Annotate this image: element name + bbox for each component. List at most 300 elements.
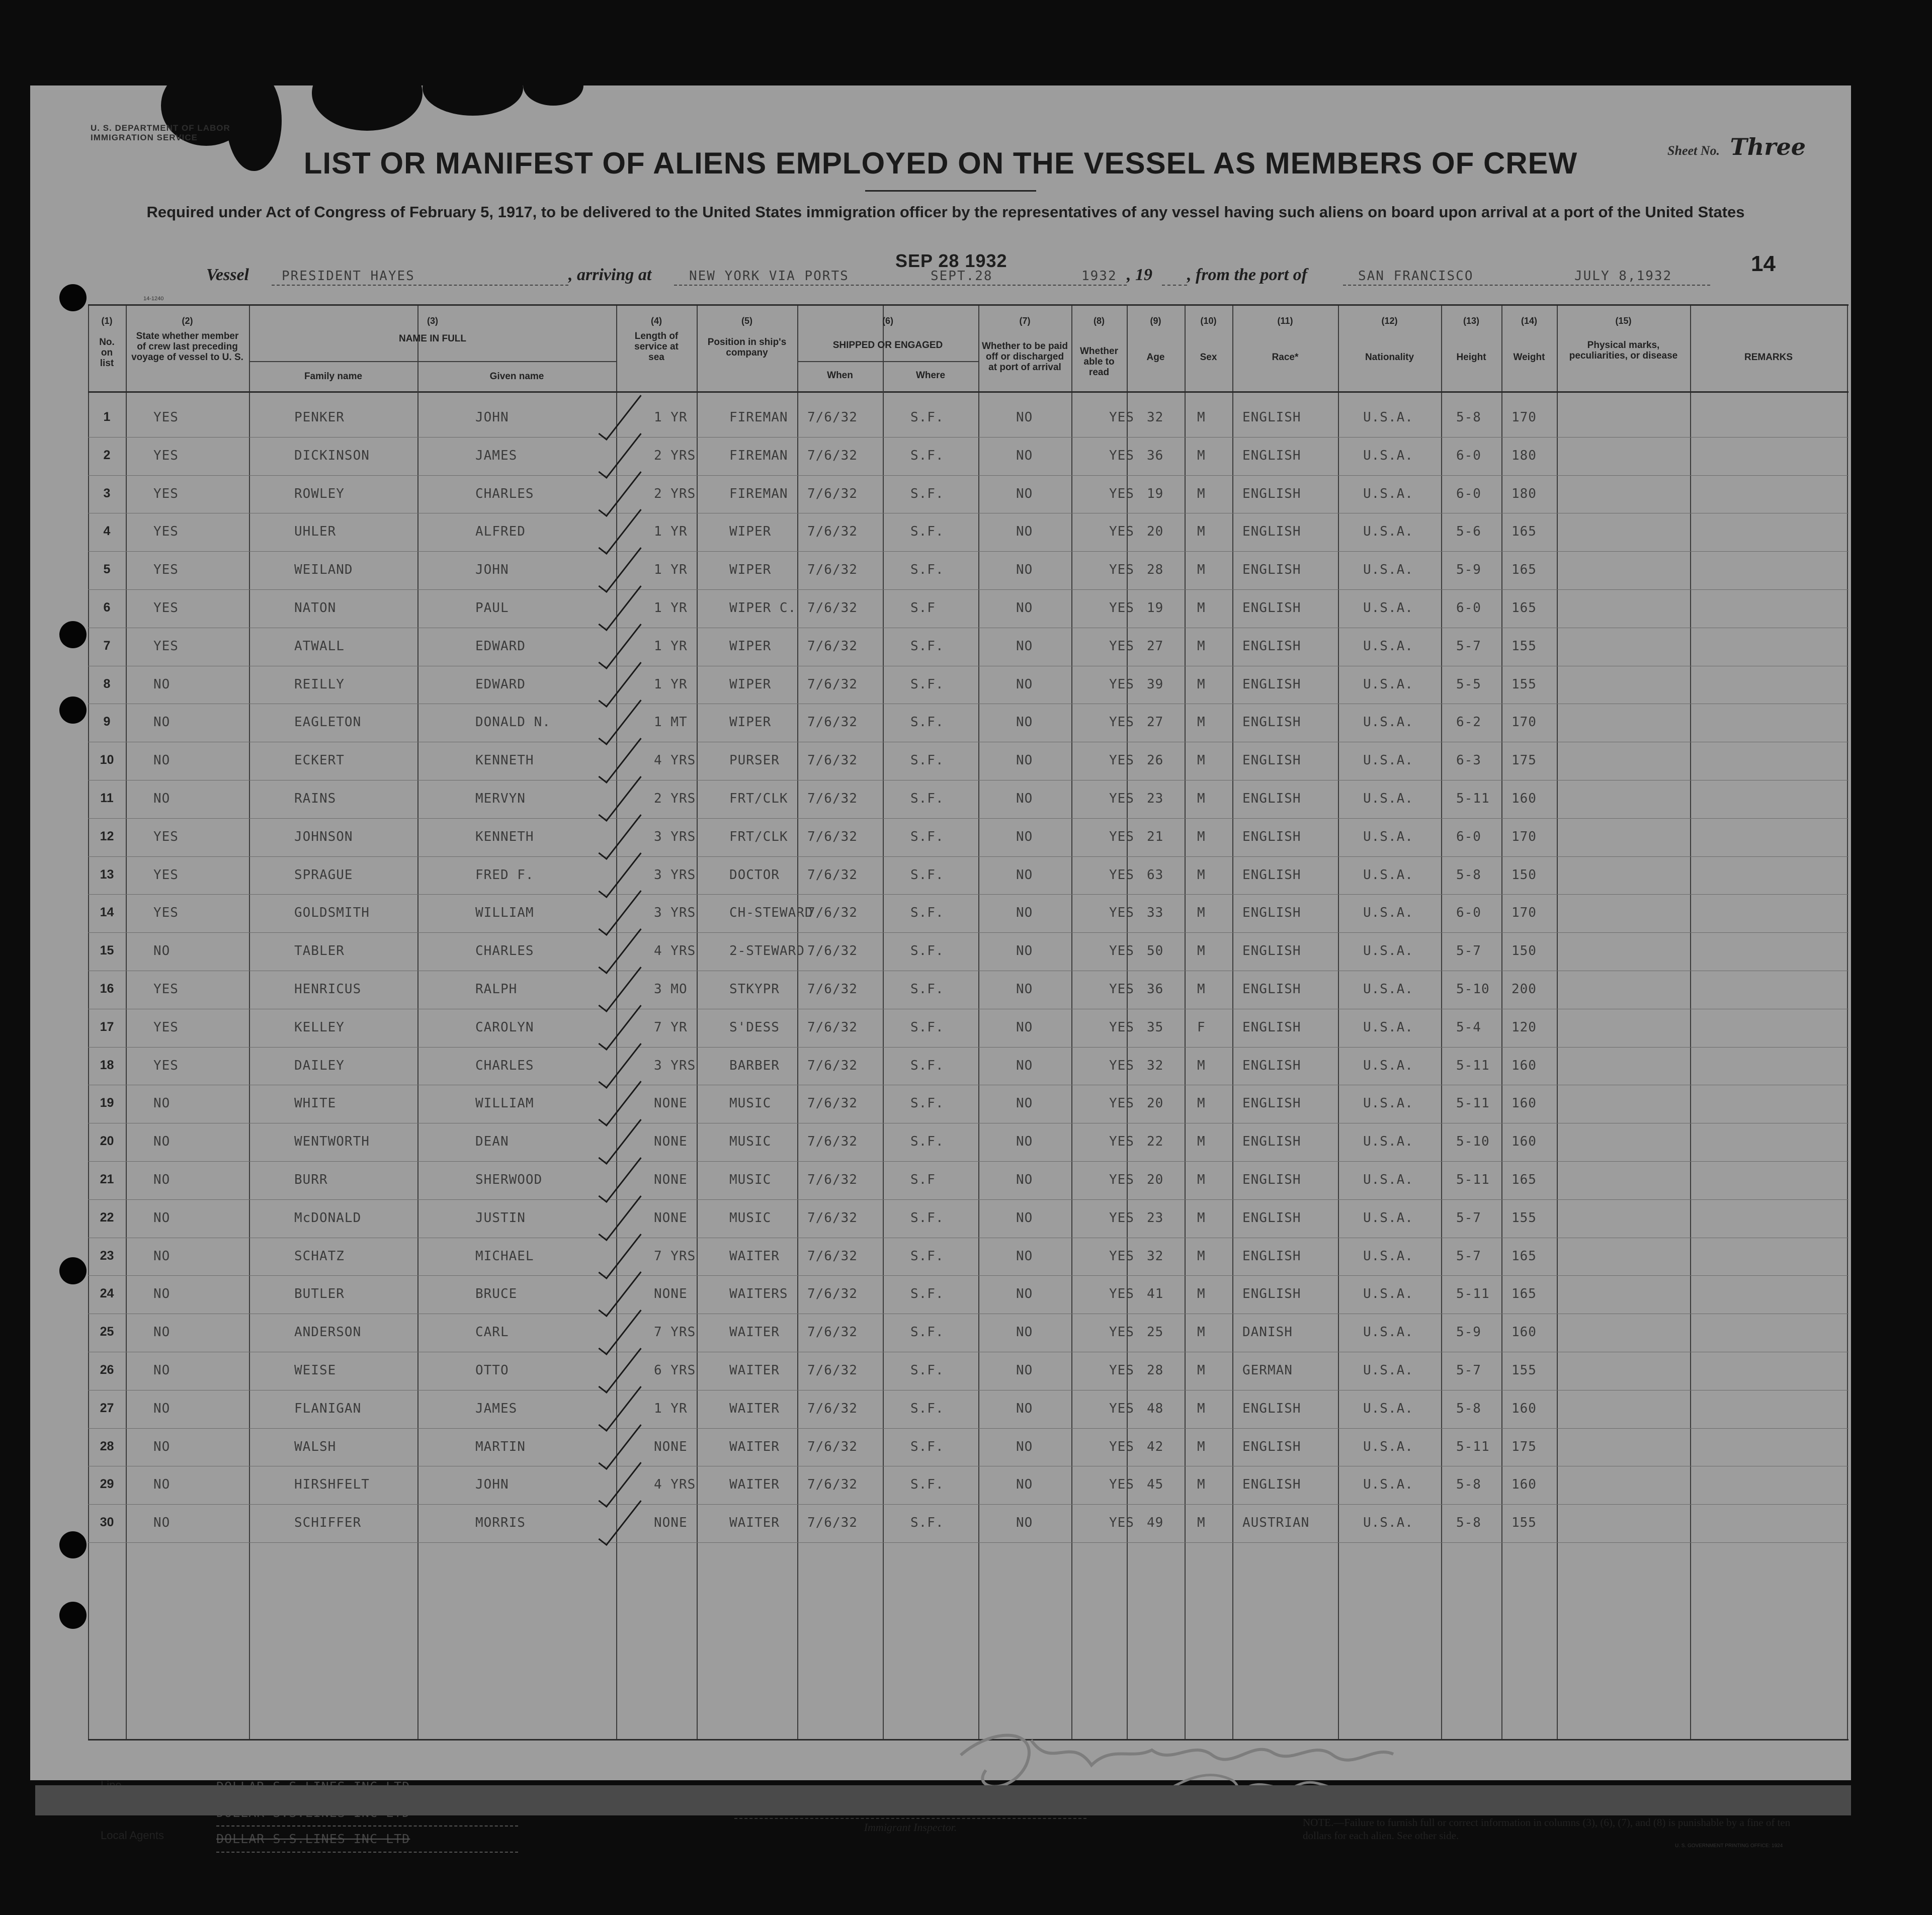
cell-weight: 170 [1511,715,1537,730]
cell-given: CHARLES [475,486,534,501]
cell-read: YES [1109,524,1134,540]
cell-family: WEILAND [294,562,353,578]
colnum: (12) [1381,316,1398,326]
cell-where: S.F. [910,486,944,501]
cell-family: HIRSHFELT [294,1477,370,1493]
cell-length: 7 YRS [654,1325,696,1340]
colnum: (4) [651,316,662,326]
cell-race: ENGLISH [1242,562,1301,578]
cell-nat: U.S.A. [1363,829,1413,844]
punch-hole [59,697,87,724]
cell-no: 20 [100,1134,114,1149]
cell-no: 12 [100,829,114,843]
cell-race: ENGLISH [1242,1134,1301,1150]
cell-weight: 165 [1511,1172,1537,1187]
table-row [88,1390,1849,1428]
cell-where: S.F. [910,524,944,540]
cell-weight: 160 [1511,1096,1537,1111]
cell-age: 35 [1147,1019,1164,1035]
cell-race: ENGLISH [1242,600,1301,616]
cell-length: 1 YR [654,638,688,654]
cell-prev: YES [153,638,179,654]
cell-sex: M [1197,982,1206,997]
cell-nat: U.S.A. [1363,600,1413,616]
table-row [88,704,1849,741]
cell-read: YES [1109,753,1134,768]
cell-no: 23 [100,1248,114,1263]
cell-family: ROWLEY [294,486,345,501]
cell-position: WIPER [729,524,772,540]
cell-position: S'DESS [729,1019,780,1035]
cell-when: 7/6/32 [807,1439,858,1454]
table-row [88,856,1849,894]
cell-when: 7/6/32 [807,1477,858,1493]
cell-sex: M [1197,715,1206,730]
cell-given: CHARLES [475,943,534,959]
cell-sex: M [1197,1515,1206,1531]
cell-sex: M [1197,1325,1206,1340]
cell-length: NONE [654,1515,688,1531]
cell-height: 5-7 [1456,638,1481,654]
cell-given: KENNETH [475,829,534,844]
cell-where: S.F. [910,1477,944,1493]
hdr-no-on-list: No. on list [99,337,115,369]
cell-given: RALPH [475,982,518,997]
cell-given: JOHN [475,562,509,578]
cell-given: BRUCE [475,1286,518,1302]
cell-length: NONE [654,1286,688,1302]
cell-race: GERMAN [1242,1363,1293,1378]
cell-given: MICHAEL [475,1248,534,1264]
cell-age: 27 [1147,715,1164,730]
cell-when: 7/6/32 [807,1286,858,1302]
cell-given: MERVYN [475,791,526,806]
row-rule [88,1542,1849,1543]
punch-hole [59,284,87,311]
cell-prev: NO [153,1477,171,1493]
cell-height: 6-0 [1456,905,1481,921]
cell-position: WIPER [729,638,772,654]
header-bottom-rule [88,391,1849,393]
cell-read: YES [1109,600,1134,616]
cell-paid: NO [1016,410,1033,425]
cell-no: 25 [100,1325,114,1339]
from-label: , from the port of [1187,266,1307,284]
cell-position: WAITER [729,1325,780,1340]
agents-value: DOLLAR S.S.LINES INC LTD [216,1826,518,1853]
colnum: (3) [427,316,438,326]
cell-when: 7/6/32 [807,486,858,501]
cell-prev: NO [153,753,171,768]
arriving-date: SEPT.28 [931,269,993,284]
cell-height: 5-7 [1456,1363,1481,1378]
manifest-sheet [30,85,1851,1849]
cell-length: NONE [654,1210,688,1226]
cell-where: S.F [910,600,936,616]
page-title: LIST OR MANIFEST OF ALIENS EMPLOYED ON THE VESSEL AS MEMBERS OF CREW [303,146,1578,180]
cell-height: 5-5 [1456,676,1481,692]
cell-prev: NO [153,1325,171,1340]
cell-weight: 180 [1511,448,1537,463]
cell-where: S.F. [910,1515,944,1531]
cell-length: 4 YRS [654,753,696,768]
cell-read: YES [1109,1477,1134,1493]
cell-no: 19 [100,1096,114,1110]
cell-sex: M [1197,1439,1206,1454]
table-row [88,1123,1849,1161]
cell-nat: U.S.A. [1363,867,1413,883]
cell-position: PURSER [729,753,780,768]
cell-nat: U.S.A. [1363,982,1413,997]
cell-nat: U.S.A. [1363,1286,1413,1302]
cell-age: 41 [1147,1286,1164,1302]
cell-paid: NO [1016,1515,1033,1531]
table-row [88,742,1849,779]
cell-no: 13 [100,867,114,882]
table-row [88,1428,1849,1466]
cell-paid: NO [1016,486,1033,501]
cell-when: 7/6/32 [807,905,858,921]
cell-given: WILLIAM [475,1096,534,1111]
cell-read: YES [1109,1401,1134,1416]
cell-weight: 160 [1511,791,1537,806]
cell-read: YES [1109,791,1134,806]
cell-when: 7/6/32 [807,1515,858,1531]
cell-weight: 120 [1511,1019,1537,1035]
cell-race: ENGLISH [1242,676,1301,692]
cell-no: 26 [100,1363,114,1377]
cell-age: 28 [1147,562,1164,578]
cell-weight: 155 [1511,1363,1537,1378]
vessel-line [206,266,1826,291]
cell-weight: 170 [1511,829,1537,844]
cell-weight: 165 [1511,600,1537,616]
cell-when: 7/6/32 [807,1096,858,1111]
cell-age: 32 [1147,410,1164,425]
cell-nat: U.S.A. [1363,1515,1413,1531]
cell-read: YES [1109,410,1134,425]
cell-height: 5-8 [1456,410,1481,425]
cell-where: S.F. [910,715,944,730]
torn-edge [312,55,423,131]
hdr-remarks: REMARKS [1744,352,1793,363]
cell-height: 5-11 [1456,1286,1490,1302]
cell-family: SCHIFFER [294,1515,362,1531]
cell-where: S.F. [910,1401,944,1416]
cell-weight: 175 [1511,753,1537,768]
cell-prev: NO [153,1363,171,1378]
cell-prev: YES [153,410,179,425]
cell-prev: YES [153,600,179,616]
cell-position: FIREMAN [729,486,788,501]
cell-length: 1 YR [654,524,688,540]
cell-height: 6-0 [1456,600,1481,616]
cell-weight: 165 [1511,524,1537,540]
cell-when: 7/6/32 [807,600,858,616]
cell-race: ENGLISH [1242,1096,1301,1111]
cell-position: WAITER [729,1439,780,1454]
cell-no: 8 [103,676,111,691]
cell-sex: M [1197,829,1206,844]
cell-prev: NO [153,1515,171,1531]
cell-when: 7/6/32 [807,638,858,654]
table-row [88,551,1849,589]
cell-age: 19 [1147,486,1164,501]
cell-family: ATWALL [294,638,345,654]
cell-no: 30 [100,1515,114,1530]
cell-read: YES [1109,1134,1134,1150]
hdr-name-in-full: NAME IN FULL [398,333,467,344]
cell-prev: NO [153,1096,171,1111]
cell-race: ENGLISH [1242,410,1301,425]
cell-nat: U.S.A. [1363,1019,1413,1035]
shipped-subrule [797,361,978,362]
sheet-label: Sheet No. [1667,143,1720,158]
cell-paid: NO [1016,638,1033,654]
table-row [88,971,1849,1008]
cell-nat: U.S.A. [1363,1210,1413,1226]
cell-age: 39 [1147,676,1164,692]
cell-length: 1 YR [654,600,688,616]
cell-where: S.F. [910,1058,944,1073]
cell-prev: YES [153,982,179,997]
cell-read: YES [1109,486,1134,501]
cell-paid: NO [1016,1439,1033,1454]
cell-no: 17 [100,1019,114,1034]
cell-prev: YES [153,486,179,501]
cell-race: ENGLISH [1242,715,1301,730]
year-prefix: , 19 [1127,266,1152,284]
cell-paid: NO [1016,829,1033,844]
cell-given: CAROLYN [475,1019,534,1035]
cell-weight: 155 [1511,1210,1537,1226]
cell-family: UHLER [294,524,337,540]
cell-when: 7/6/32 [807,1401,858,1416]
vessel-label: Vessel [206,266,249,284]
cell-no: 5 [103,562,111,577]
table-row [88,780,1849,818]
cell-height: 5-7 [1456,943,1481,959]
cell-read: YES [1109,1515,1134,1531]
cell-given: EDWARD [475,638,526,654]
cell-length: 2 YRS [654,791,696,806]
hdr-able-read: Whether able to read [1080,346,1118,378]
cell-where: S.F. [910,982,944,997]
cell-height: 5-9 [1456,562,1481,578]
cell-where: S.F. [910,1363,944,1378]
cell-read: YES [1109,448,1134,463]
cell-given: SHERWOOD [475,1172,543,1187]
cell-position: BARBER [729,1058,780,1073]
cell-given: PAUL [475,600,509,616]
cell-sex: F [1197,1019,1206,1035]
cell-family: SCHATZ [294,1248,345,1264]
table-row [88,1466,1849,1504]
hdr-shipped: SHIPPED OR ENGAGED [832,340,943,351]
cell-race: ENGLISH [1242,1172,1301,1187]
cell-nat: U.S.A. [1363,943,1413,959]
table-row [88,1238,1849,1275]
cell-family: DICKINSON [294,448,370,463]
cell-when: 7/6/32 [807,676,858,692]
cell-nat: U.S.A. [1363,410,1413,425]
cell-prev: NO [153,1248,171,1264]
cell-where: S.F. [910,562,944,578]
cell-read: YES [1109,905,1134,921]
hdr-age: Age [1146,352,1165,363]
cell-nat: U.S.A. [1363,562,1413,578]
hdr-family-name: Family name [304,371,363,382]
cell-no: 11 [100,791,114,805]
cell-no: 22 [100,1210,114,1225]
cell-nat: U.S.A. [1363,1134,1413,1150]
cell-when: 7/6/32 [807,829,858,844]
cell-prev: NO [153,1172,171,1187]
cell-weight: 160 [1511,1401,1537,1416]
cell-family: REILLY [294,676,345,692]
cell-when: 7/6/32 [807,1325,858,1340]
cell-height: 6-0 [1456,829,1481,844]
table-row [88,932,1849,970]
cell-paid: NO [1016,600,1033,616]
cell-prev: NO [153,1210,171,1226]
form-number: 14-1240 [143,296,164,302]
cell-nat: U.S.A. [1363,791,1413,806]
colnum: (1) [101,316,113,326]
cell-no: 14 [100,905,114,920]
cell-read: YES [1109,1172,1134,1187]
cell-age: 48 [1147,1401,1164,1416]
cell-sex: M [1197,486,1206,501]
cell-paid: NO [1016,1210,1033,1226]
cell-age: 32 [1147,1248,1164,1264]
cell-given: JOHN [475,410,509,425]
cell-sex: M [1197,1477,1206,1493]
cell-given: ALFRED [475,524,526,540]
cell-race: ENGLISH [1242,1210,1301,1226]
cell-when: 7/6/32 [807,562,858,578]
cell-no: 29 [100,1477,114,1492]
cell-where: S.F. [910,410,944,425]
cell-paid: NO [1016,524,1033,540]
cell-prev: NO [153,791,171,806]
cell-nat: U.S.A. [1363,448,1413,463]
hdr-state-whether: State whether member of crew last preceding voyage of vessel to U. S. [131,331,243,363]
cell-given: DEAN [475,1134,509,1150]
cell-where: S.F [910,1172,936,1187]
cell-nat: U.S.A. [1363,524,1413,540]
cell-sex: M [1197,1363,1206,1378]
cell-height: 5-8 [1456,1515,1481,1531]
cell-position: FIREMAN [729,448,788,463]
cell-position: STKYPR [729,982,780,997]
cell-age: 23 [1147,1210,1164,1226]
cell-weight: 160 [1511,1325,1537,1340]
torn-edge [523,65,583,106]
cell-age: 28 [1147,1363,1164,1378]
table-row [88,589,1849,627]
cell-height: 5-7 [1456,1248,1481,1264]
cell-sex: M [1197,791,1206,806]
cell-length: NONE [654,1096,688,1111]
cell-race: ENGLISH [1242,982,1301,997]
cell-given: JUSTIN [475,1210,526,1226]
cell-where: S.F. [910,1325,944,1340]
cell-paid: NO [1016,1019,1033,1035]
cell-race: ENGLISH [1242,486,1301,501]
cell-paid: NO [1016,1477,1033,1493]
table-row [88,1275,1849,1313]
cell-read: YES [1109,867,1134,883]
cell-nat: U.S.A. [1363,638,1413,654]
crew-table [88,304,1849,1740]
cell-no: 21 [100,1172,114,1186]
cell-weight: 160 [1511,1058,1537,1073]
from-date: JULY 8,1932 [1574,269,1672,284]
cell-given: DONALD N. [475,715,551,730]
cell-age: 26 [1147,753,1164,768]
cell-weight: 160 [1511,1134,1537,1150]
cell-nat: U.S.A. [1363,1248,1413,1264]
cell-height: 6-3 [1456,753,1481,768]
cell-weight: 170 [1511,410,1537,425]
cell-position: WAITER [729,1363,780,1378]
print-office: U. S. GOVERNMENT PRINTING OFFICE: 1924 [1675,1843,1783,1849]
table-row [88,1314,1849,1351]
cell-race: ENGLISH [1242,1477,1301,1493]
cell-paid: NO [1016,1363,1033,1378]
cell-paid: NO [1016,1096,1033,1111]
cell-where: S.F. [910,448,944,463]
cell-race: DANISH [1242,1325,1293,1340]
cell-given: KENNETH [475,753,534,768]
cell-where: S.F. [910,1286,944,1302]
cell-paid: NO [1016,1286,1033,1302]
colnum: (10) [1200,316,1217,326]
cell-given: WILLIAM [475,905,534,921]
cell-height: 5-8 [1456,867,1481,883]
table-row [88,1504,1849,1542]
cell-given: JAMES [475,1401,518,1416]
cell-when: 7/6/32 [807,448,858,463]
cell-length: NONE [654,1134,688,1150]
cell-family: WENTWORTH [294,1134,370,1150]
cell-age: 33 [1147,905,1164,921]
table-row [88,399,1849,437]
cell-when: 7/6/32 [807,1172,858,1187]
hdr-weight: Weight [1513,352,1545,363]
cell-no: 16 [100,982,114,996]
cell-prev: YES [153,1058,179,1073]
cell-race: ENGLISH [1242,638,1301,654]
cell-length: NONE [654,1172,688,1187]
cell-given: CHARLES [475,1058,534,1073]
cell-where: S.F. [910,1019,944,1035]
cell-family: WEISE [294,1363,337,1378]
cell-paid: NO [1016,715,1033,730]
cell-length: 1 YR [654,410,688,425]
cell-nat: U.S.A. [1363,715,1413,730]
colnum: (2) [182,316,193,326]
cell-when: 7/6/32 [807,715,858,730]
cell-position: WAITER [729,1401,780,1416]
hdr-position: Position in ship's company [707,337,787,358]
cell-family: GOLDSMITH [294,905,370,921]
cell-sex: M [1197,1286,1206,1302]
vessel-name: PRESIDENT HAYES [282,269,415,284]
cell-race: ENGLISH [1242,943,1301,959]
cell-when: 7/6/32 [807,791,858,806]
